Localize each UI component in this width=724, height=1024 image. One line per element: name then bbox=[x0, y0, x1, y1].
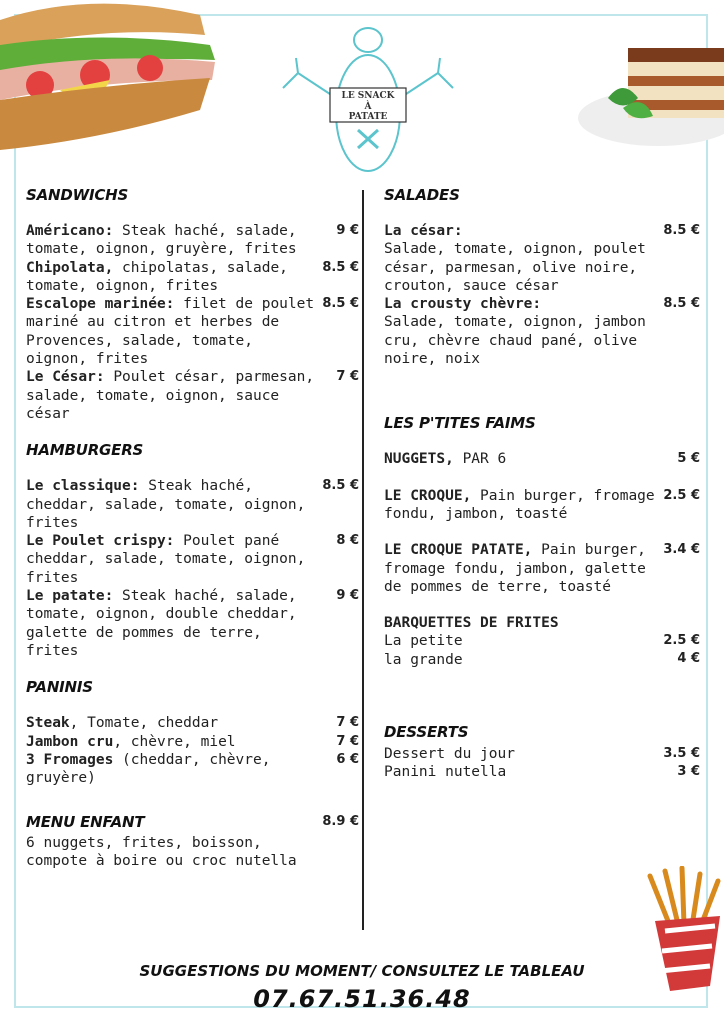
price: 7 € bbox=[336, 715, 359, 731]
price: 8.5 € bbox=[663, 223, 700, 238]
price: 3.4 € bbox=[663, 542, 700, 558]
menu-item: Américano: Steak haché, salade, tomate, oignon, gruyère, frites 9 € bbox=[26, 223, 359, 258]
left-column bbox=[26, 186, 361, 870]
price: 2.5 € bbox=[663, 487, 700, 503]
section-title-desserts: DESSERTS bbox=[384, 723, 469, 742]
section-title-hamburgers: HAMBURGERS bbox=[26, 441, 144, 460]
price-stack: 2.5 € 4 € bbox=[663, 633, 700, 667]
logo-line1: LE SNACK bbox=[341, 91, 395, 101]
menu-item: La crousty chèvre: Salade, tomate, oignon, jambon cru, chèvre chaud pané, olive noire, noix 8.5 € bbox=[384, 296, 700, 368]
barquettes-frites: BARQUETTES DE FRITES La petite la grande 2.5 € 4 € bbox=[384, 615, 700, 668]
price: 5 € bbox=[677, 451, 700, 467]
price: 7 € bbox=[336, 369, 359, 385]
price: 8.5 € bbox=[322, 259, 359, 275]
price: 8.5 € bbox=[322, 478, 359, 494]
menu-item: 3 Fromages (cheddar, chèvre, gruyère) 6 € bbox=[26, 751, 359, 787]
menu-item: Chipolata, chipolatas, salade, tomate, oignon, frites 8.5 € bbox=[26, 259, 359, 294]
price: 7 € bbox=[336, 733, 359, 749]
logo-line3: PATATE bbox=[348, 112, 388, 122]
price: 8.5 € bbox=[663, 296, 700, 312]
menu-item: NUGGETS, PAR 6 5 € bbox=[384, 451, 700, 468]
menu-item: Le classique: Steak haché, cheddar, salade, tomate, oignon, frites 8.5 € bbox=[26, 478, 359, 531]
menu-item: LE CROQUE, Pain burger, fromage fondu, jambon, toasté 2.5 € bbox=[384, 487, 700, 522]
menu-item: Escalope marinée: filet de poulet mariné au citron et herbes de Provences, salade, tomate, oignon, frites 8.5 € bbox=[26, 296, 359, 368]
price: 8.9 € bbox=[322, 814, 359, 830]
desserts-list: Dessert du jour Panini nutella 3.5 € 3 € bbox=[384, 746, 700, 781]
price: 8 € bbox=[336, 533, 359, 549]
menu-item: Jambon cru, chèvre, miel 7 € bbox=[26, 733, 359, 750]
price: 9 € bbox=[336, 588, 359, 604]
section-title-petites-faims: LES P'TITES FAIMS bbox=[384, 414, 536, 433]
column-divider bbox=[362, 190, 364, 930]
chef-egg-logo-icon bbox=[278, 18, 458, 178]
price: 8.5 € bbox=[322, 296, 359, 312]
menu-item: LE CROQUE PATATE, Pain burger, fromage fondu, jambon, galette de pommes de terre, toasté 3.4 € bbox=[384, 542, 700, 595]
menu-item: Le César: Poulet césar, parmesan, salade, tomate, oignon, sauce césar 7 € bbox=[26, 369, 359, 422]
logo-line2: À bbox=[364, 102, 372, 112]
menu-item: Le Poulet crispy: Poulet pané cheddar, salade, tomate, oignon, frites 8 € bbox=[26, 533, 359, 586]
menu-item: Steak, Tomate, cheddar 7 € bbox=[26, 715, 359, 732]
menu-enfant: MENU ENFANT 6 nuggets, frites, boisson, compote à boire ou croc nutella 8.9 € bbox=[26, 813, 359, 870]
section-title-paninis: PANINIS bbox=[26, 678, 93, 697]
sandwich-illustration-icon bbox=[0, 0, 225, 160]
price: 9 € bbox=[336, 223, 359, 238]
footer-suggestions: SUGGESTIONS DU MOMENT/ CONSULTEZ LE TABLEAU bbox=[139, 962, 585, 980]
section-title-menu-enfant: MENU ENFANT bbox=[26, 813, 145, 832]
right-column bbox=[384, 186, 702, 782]
phone-number: 07.67.51.36.48 bbox=[253, 985, 471, 1013]
tiramisu-illustration-icon bbox=[578, 28, 724, 158]
section-title-salades: SALADES bbox=[384, 186, 460, 204]
menu-item: La césar: Salade, tomate, oignon, poulet césar, parmesan, olive noire, crouton, sauce césar 8.5 € bbox=[384, 223, 700, 294]
price: 6 € bbox=[336, 751, 359, 767]
section-title-sandwichs: SANDWICHS bbox=[26, 186, 129, 204]
menu-item: Le patate: Steak haché, salade, tomate, oignon, double cheddar, galette de pommes de terre, frites 9 € bbox=[26, 588, 359, 659]
price-stack: 3.5 € 3 € bbox=[663, 746, 700, 780]
